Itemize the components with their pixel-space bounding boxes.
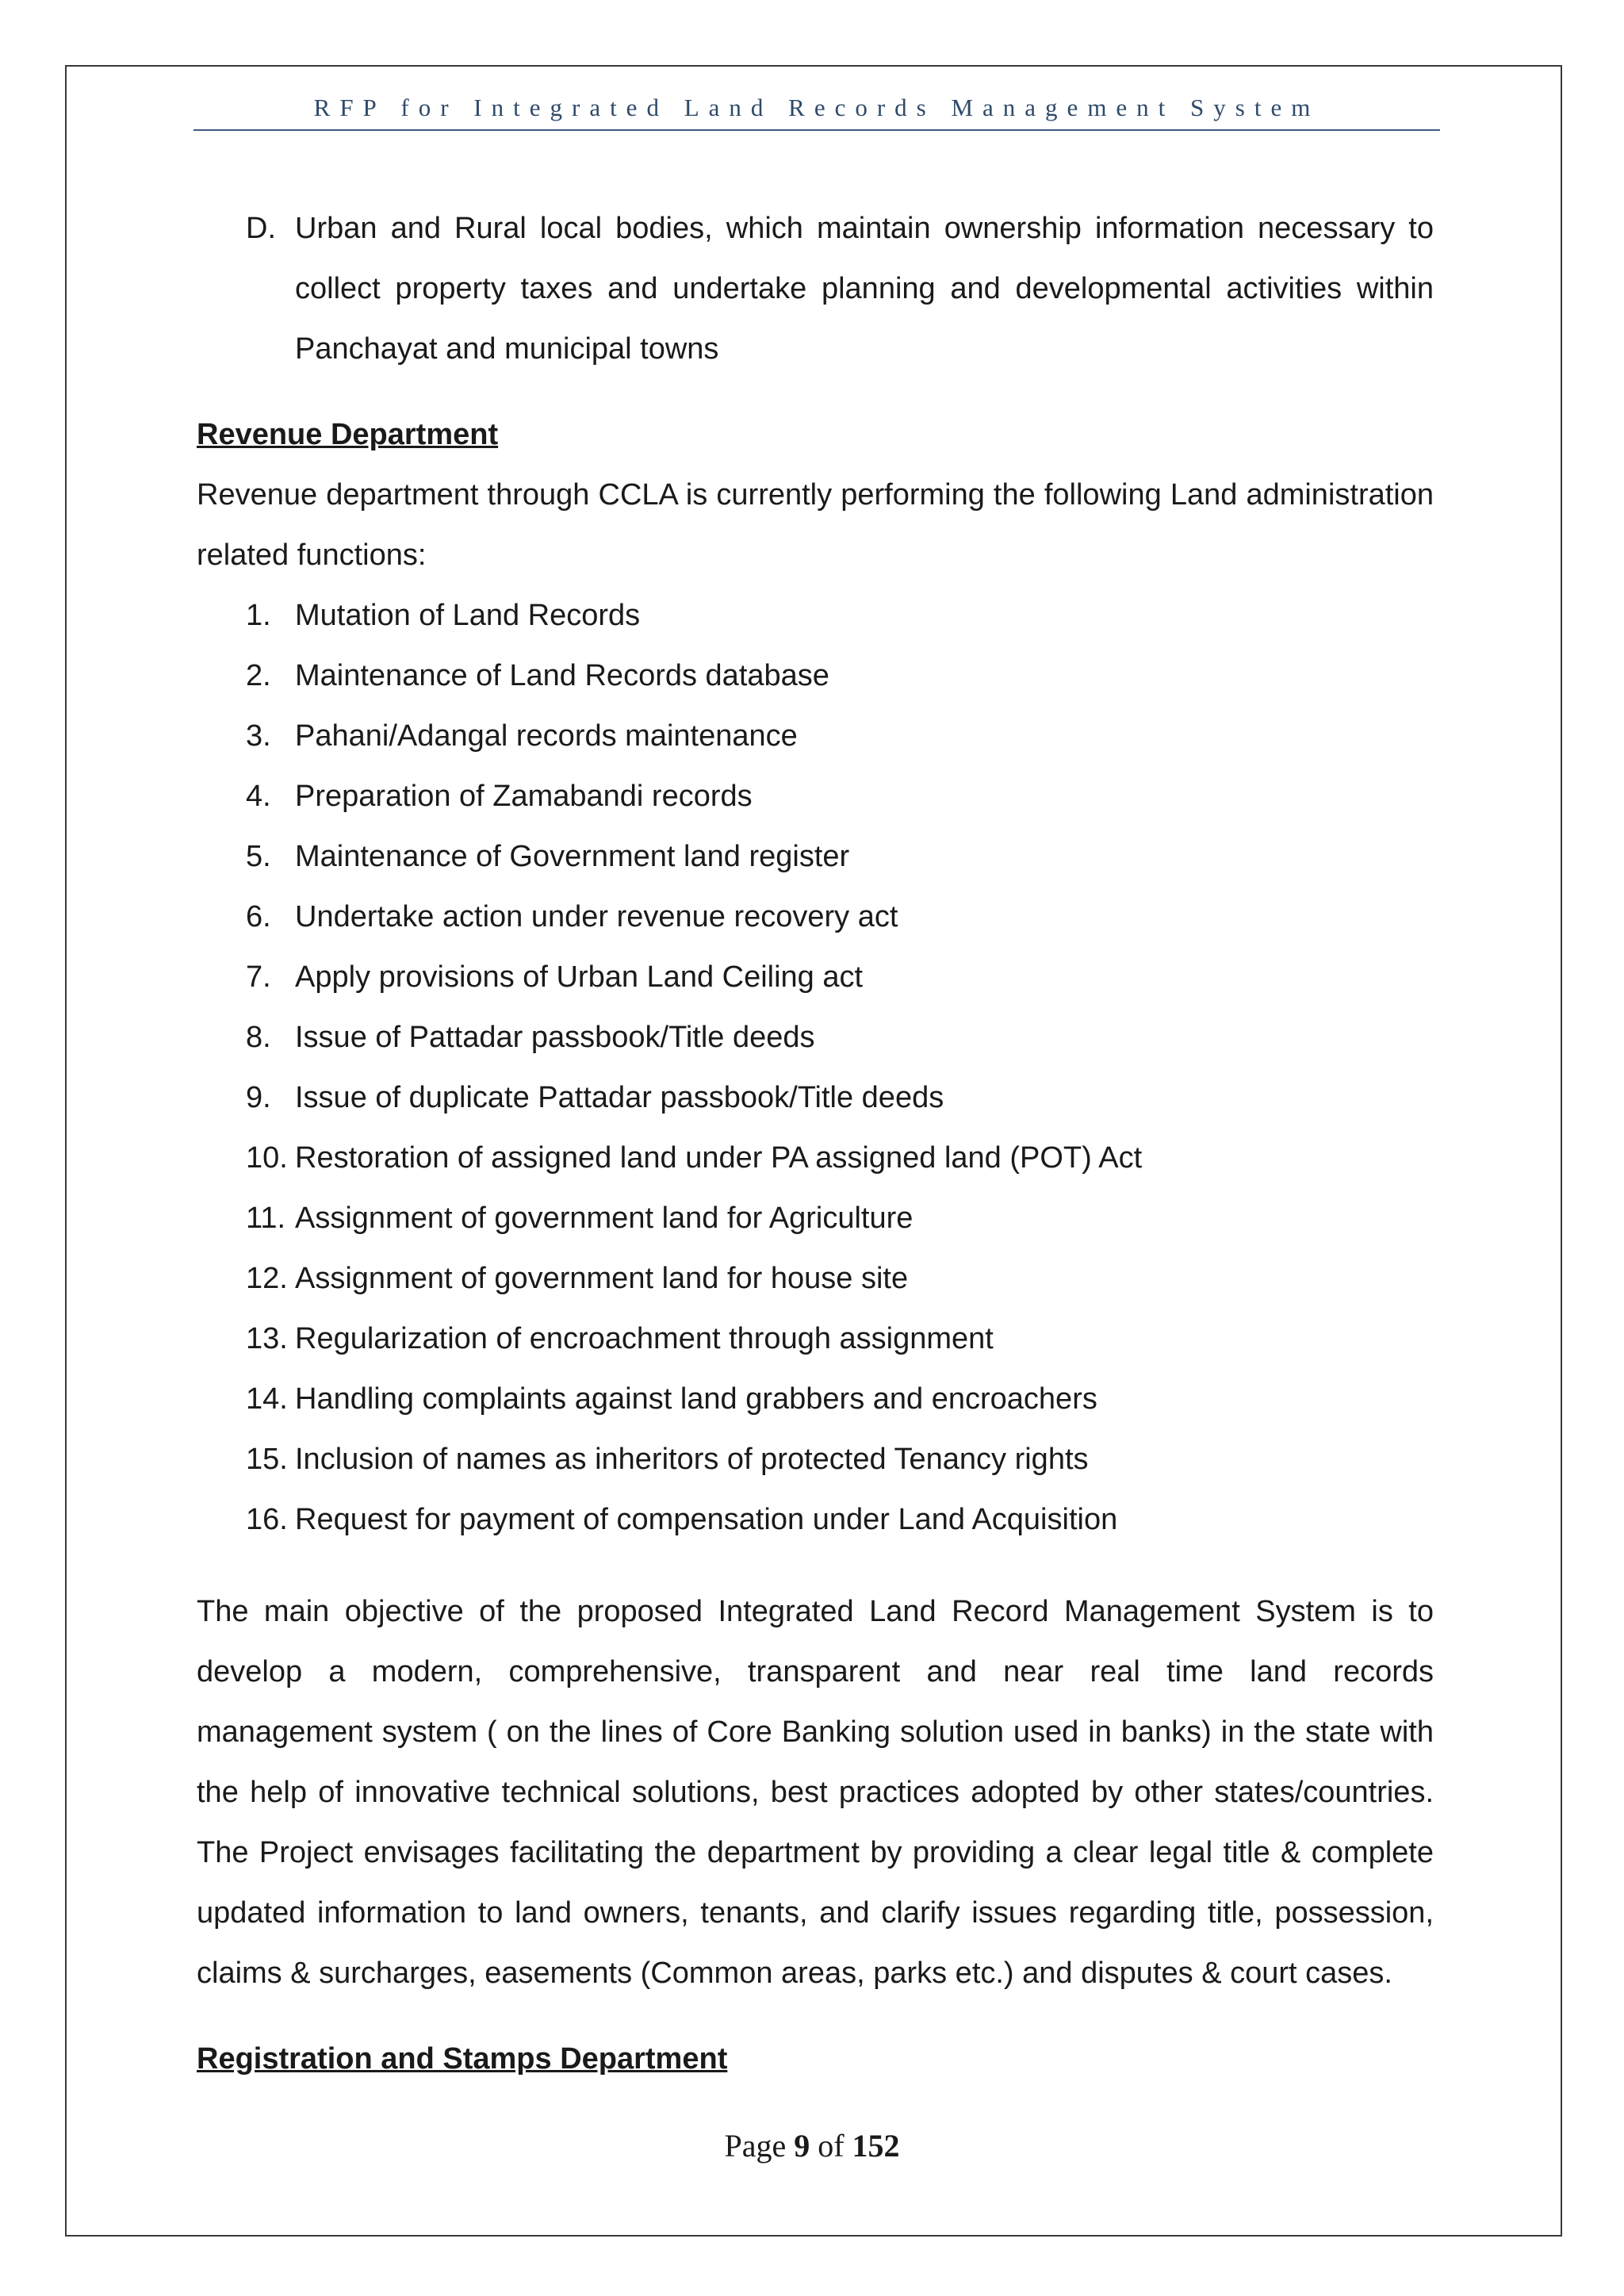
list-item: [197, 1128, 1434, 1188]
list-item-text: Inclusion of names as inheritors of protected Tenancy rights: [295, 1443, 1089, 1476]
list-item: [197, 646, 1434, 706]
current-page-number: 9: [794, 2128, 810, 2164]
list-item-text: Maintenance of Land Records database: [295, 659, 829, 692]
list-item: [197, 1309, 1434, 1369]
list-number: 14.: [246, 1382, 288, 1416]
list-item: [197, 706, 1434, 766]
list-item-text: Regularization of encroachment through assignment: [295, 1322, 994, 1355]
document-body: [197, 198, 1434, 2089]
list-item: [197, 1489, 1434, 1550]
list-item-text: Maintenance of Government land register: [295, 840, 850, 873]
list-item: [197, 1429, 1434, 1489]
list-item-text: Restoration of assigned land under PA assigned land (POT) Act: [295, 1141, 1143, 1175]
list-item: [197, 1369, 1434, 1429]
list-item-text: Request for payment of compensation under Land Acquisition: [295, 1503, 1118, 1536]
list-number: 11.: [246, 1202, 286, 1235]
running-header: RFP for Integrated Land Records Management System: [313, 94, 1320, 121]
list-item: [197, 947, 1434, 1007]
list-number: 2.: [246, 659, 271, 692]
section-heading-revenue: Revenue Department: [197, 418, 499, 451]
list-number: 1.: [246, 599, 271, 632]
page-word: Page: [724, 2128, 787, 2164]
list-item-text: Apply provisions of Urban Land Ceiling act: [295, 960, 864, 994]
list-item: [197, 766, 1434, 826]
list-marker: D.: [246, 212, 276, 245]
total-pages-number: 152: [852, 2128, 900, 2164]
header-rule: [193, 129, 1440, 131]
list-number: 4.: [246, 780, 271, 813]
list-item: [197, 1248, 1434, 1309]
list-item: [197, 887, 1434, 947]
revenue-functions-list: [197, 585, 1434, 1550]
list-item-d: [197, 198, 1434, 379]
list-item-text: Issue of duplicate Pattadar passbook/Title deeds: [295, 1081, 944, 1114]
list-number: 8.: [246, 1021, 271, 1054]
list-number: 7.: [246, 960, 271, 994]
list-item-text: Mutation of Land Records: [295, 599, 641, 632]
list-item: [197, 1068, 1434, 1128]
of-word: of: [818, 2128, 845, 2164]
list-item-text: Handling complaints against land grabbers and encroachers: [295, 1382, 1097, 1416]
list-item-text: Assignment of government land for Agriculture: [295, 1202, 914, 1235]
list-number: 13.: [246, 1322, 288, 1355]
list-item-text: Issue of Pattadar passbook/Title deeds: [295, 1021, 815, 1054]
list-number: 3.: [246, 719, 271, 753]
list-item: [197, 1007, 1434, 1068]
list-item-text: Assignment of government land for house site: [295, 1262, 909, 1295]
objective-paragraph: The main objective of the proposed Integrated Land Record Management System is to develop a modern, comprehensive, transparent and near real time land records management system ( on the lines of Core Banking solution used in banks) in the state with the help of innovative technical solutions, best practices adopted by other states/countries. The Project envisages facilitating the department by providing a clear legal title & complete updated information to land owners, tenants, and clarify issues regarding title, possession, claims & surcharges, easements (Common areas, parks etc.) and disputes & court cases.: [197, 1595, 1434, 1990]
section-heading-registration: Registration and Stamps Department: [197, 2042, 728, 2076]
list-item-text: Preparation of Zamabandi records: [295, 780, 753, 813]
list-item-text: Pahani/Adangal records maintenance: [295, 719, 798, 753]
list-number: 9.: [246, 1081, 271, 1114]
list-number: 6.: [246, 900, 271, 933]
list-number: 15.: [246, 1443, 288, 1476]
page-number-footer: [0, 2127, 1624, 2164]
list-number: 10.: [246, 1141, 288, 1175]
revenue-intro: Revenue department through CCLA is currently performing the following Land administration related functions:: [197, 478, 1434, 572]
list-item-text: Undertake action under revenue recovery act: [295, 900, 898, 933]
list-item: [197, 585, 1434, 646]
list-number: 5.: [246, 840, 271, 873]
list-item: [197, 1188, 1434, 1248]
list-number: 12.: [246, 1262, 288, 1295]
list-item-text: Urban and Rural local bodies, which maintain ownership information necessary to collect property taxes and undertake planning and developmental activities within Panchayat and municipal towns: [295, 212, 1434, 366]
list-number: 16.: [246, 1503, 288, 1536]
list-item: [197, 826, 1434, 887]
